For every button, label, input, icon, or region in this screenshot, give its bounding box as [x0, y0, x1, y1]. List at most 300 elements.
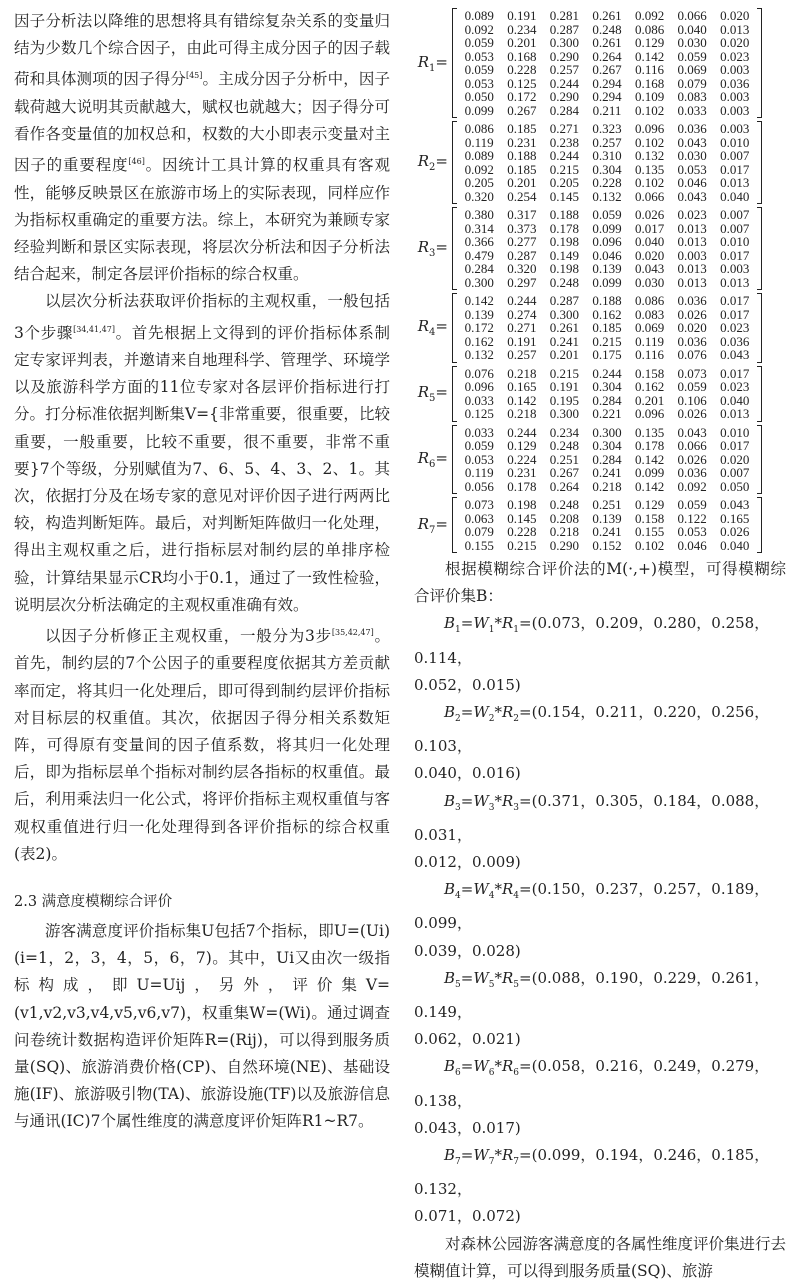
matrix-cell: 0.297	[507, 274, 537, 290]
matrix-cell: 0.248	[549, 274, 580, 290]
matrix-cell: 0.162	[464, 333, 494, 349]
matrix-cell: 0.066	[677, 8, 707, 23]
matrix-cell: 0.119	[635, 333, 664, 349]
matrix-cell: 0.294	[592, 75, 622, 91]
matrix-cell: 0.053	[464, 75, 494, 91]
matrix-cell: 0.281	[549, 8, 580, 23]
matrix-cell: 0.043	[720, 497, 750, 512]
matrix-label: $R_3=$	[417, 238, 448, 259]
matrix-cell: 0.059	[677, 497, 707, 512]
matrix-cell: 0.017	[720, 293, 750, 308]
matrix-r7	[414, 497, 786, 553]
matrix-label: $R_5=$	[417, 383, 448, 404]
matrix-r2	[414, 121, 786, 204]
matrix-cell: 0.040	[634, 234, 665, 249]
matrix-cell: 0.129	[634, 35, 665, 50]
matrix-cell: 0.135	[634, 424, 665, 440]
matrix-cell: 0.195	[549, 392, 580, 408]
matrix-cell: 0.099	[592, 274, 622, 290]
matrix-cell: 0.162	[592, 306, 622, 322]
matrix-cell: 0.092	[464, 21, 494, 37]
matrix-cell: 0.320	[464, 188, 494, 204]
matrix-cell: 0.125	[507, 75, 537, 91]
matrix-cell: 0.073	[677, 365, 707, 381]
matrix-cell: 0.003	[720, 62, 750, 77]
matrix-cell: 0.290	[549, 537, 580, 553]
matrix-cell: 0.023	[720, 48, 750, 64]
matrix-cell: 0.122	[677, 510, 707, 526]
matrix-cell: 0.089	[464, 8, 494, 23]
matrix-cell: 0.092	[464, 161, 494, 177]
matrix-cell: 0.017	[720, 306, 750, 322]
matrix-cell: 0.188	[507, 148, 537, 163]
matrix-cell: 0.079	[464, 524, 494, 539]
matrix-cell: 0.020	[720, 8, 750, 23]
evaluation-set-b6: $B_6=W_6*R_6=(0.058$，0.216，0.249，0.279，0.138，	[414, 1057, 770, 1110]
matrix-cell: 0.096	[634, 121, 665, 136]
paragraph-ahp: 以层次分析法获取评价指标的主观权重，一般包括3个步骤[34,41,47]。首先根据上文得到的评价指标体系制定专家评判表，并邀请来自地理科学、管理学、环境学以及旅游科学方面的11位专家对各层评价指标进行打分。打分标准依据判断集V={非常重要，很重要，比较重要，一般重要，比较不重要，很不重要，非常不重要}7个等级，分别赋值为7、6、5、4、3、2、1。其次，依据打分及在场专家的意见对评价因子进行两两比较，构造判断矩阵。最后，对判断矩阵做归一化处理，得出主观权重之后，进行指标层对制约层的单排序检验，计算结果显示CR均小于0.1，通过了一致性检验，说明层次分析法确定的主观权重准确有效。	[14, 292, 390, 614]
matrix-cell: 0.264	[549, 478, 580, 494]
matrix-cell: 0.366	[464, 234, 494, 249]
matrix-cell: 0.043	[677, 188, 707, 204]
matrix-cell: 0.241	[592, 465, 622, 480]
matrix-cell: 0.059	[464, 62, 494, 77]
matrix-cell: 0.248	[592, 21, 622, 37]
matrix-cell: 0.178	[549, 220, 580, 236]
matrix-cell: 0.172	[464, 320, 494, 335]
matrix-cell: 0.228	[507, 62, 537, 77]
matrix-cell: 0.007	[720, 465, 750, 480]
matrix-cell: 0.218	[507, 365, 537, 381]
matrix-cell: 0.158	[634, 510, 665, 526]
matrix-cell: 0.003	[720, 89, 750, 104]
matrix-cell: 0.076	[677, 347, 707, 362]
matrix-cell: 0.139	[592, 510, 622, 526]
matrix-cell: 0.300	[549, 35, 580, 50]
matrix-cell: 0.116	[635, 347, 664, 362]
matrix-cell: 0.277	[507, 234, 537, 249]
matrix-cell: 0.228	[592, 175, 622, 190]
matrix-r1	[414, 8, 786, 118]
matrix-cell: 0.261	[592, 8, 622, 23]
matrix-label: $R_2=$	[417, 152, 448, 173]
matrix-cell: 0.188	[592, 293, 622, 308]
matrix-cell: 0.248	[549, 497, 580, 512]
matrix-cell: 0.304	[592, 161, 622, 177]
matrix-cell: 0.132	[634, 148, 665, 163]
matrix-cell: 0.145	[549, 188, 580, 204]
matrix-cell: 0.003	[677, 247, 707, 263]
matrix-cell: 0.086	[634, 293, 665, 308]
matrix-cell: 0.033	[677, 102, 707, 118]
matrix-cell: 0.059	[464, 35, 494, 50]
matrix-body	[452, 207, 762, 290]
matrix-cell: 0.168	[507, 48, 537, 64]
matrix-cell: 0.017	[634, 220, 665, 236]
matrix-cell: 0.241	[549, 333, 580, 349]
matrix-cell: 0.083	[677, 89, 707, 104]
matrix-cell: 0.026	[634, 207, 665, 222]
matrix-cell: 0.310	[592, 148, 622, 163]
matrix-cell: 0.479	[464, 247, 494, 263]
matrix-cell: 0.165	[720, 510, 750, 526]
matrix-label: $R_4=$	[417, 317, 448, 339]
matrix-cell: 0.059	[464, 438, 494, 453]
matrix-cell: 0.013	[677, 220, 707, 236]
matrix-cell: 0.010	[720, 134, 750, 150]
matrix-cell: 0.172	[507, 89, 537, 104]
matrix-cell: 0.013	[677, 274, 707, 290]
left-column	[14, 8, 390, 1136]
matrix-cell: 0.026	[677, 451, 707, 467]
matrix-cell: 0.284	[464, 261, 494, 276]
evaluation-set-b6-cont: 0.043，0.017)	[414, 1118, 521, 1137]
matrix-cell: 0.205	[549, 175, 580, 190]
matrix-cell: 0.185	[507, 161, 537, 177]
matrix-cell: 0.191	[507, 8, 537, 23]
matrix-cell: 0.030	[677, 148, 707, 163]
matrix-cell: 0.221	[592, 406, 622, 421]
matrix-cell: 0.244	[592, 365, 622, 381]
matrix-cell: 0.201	[507, 175, 537, 190]
matrix-cell: 0.304	[592, 379, 622, 394]
matrix-cell: 0.373	[507, 220, 537, 236]
matrix-cell: 0.248	[549, 438, 580, 453]
matrix-cell: 0.073	[464, 497, 494, 512]
matrix-cell: 0.086	[464, 121, 494, 136]
matrix-cell: 0.096	[464, 379, 494, 394]
matrix-cell: 0.046	[677, 175, 707, 190]
matrix-cell: 0.251	[549, 451, 580, 467]
matrix-r3	[414, 207, 786, 290]
matrix-cell: 0.231	[507, 134, 537, 150]
matrix-cell: 0.152	[592, 537, 622, 553]
matrix-cell: 0.003	[720, 102, 750, 118]
matrix-cell: 0.320	[507, 261, 537, 276]
evaluation-set-b1: $B_1=W_1*R_1=(0.073$，0.209，0.280，0.258，0.114，	[414, 614, 770, 667]
matrix-cell: 0.066	[634, 188, 665, 204]
matrix-cell: 0.224	[507, 451, 537, 467]
matrix-cell: 0.056	[464, 478, 494, 494]
matrix-r4	[414, 293, 786, 363]
matrix-cell: 0.119	[464, 465, 494, 480]
matrix-r5	[414, 366, 786, 422]
matrix-cell: 0.215	[549, 161, 580, 177]
matrix-cell: 0.003	[720, 121, 750, 136]
evaluation-set-b7: $B_7=W_7*R_7=(0.099$，0.194，0.246，0.185，0.132，	[414, 1146, 770, 1199]
matrix-cell: 0.162	[634, 379, 665, 394]
evaluation-set-b4: $B_4=W_4*R_4=(0.150$，0.237，0.257，0.189，0.099，	[414, 880, 770, 933]
matrix-cell: 0.139	[592, 261, 622, 276]
matrix-cell: 0.142	[634, 48, 665, 64]
matrix-cell: 0.241	[592, 524, 622, 539]
matrix-cell: 0.201	[507, 35, 537, 50]
matrix-cell: 0.092	[677, 478, 707, 494]
matrix-cell: 0.191	[549, 379, 580, 394]
matrix-cell: 0.267	[549, 465, 580, 480]
matrix-cell: 0.043	[720, 347, 750, 362]
matrix-label: $R_6=$	[417, 448, 448, 470]
matrix-cell: 0.158	[634, 365, 665, 381]
matrix-cell: 0.017	[720, 438, 750, 453]
matrix-cell: 0.149	[549, 247, 580, 263]
matrix-cell: 0.059	[677, 48, 707, 64]
matrix-cell: 0.092	[634, 8, 665, 23]
matrix-cell: 0.026	[677, 306, 707, 322]
matrix-cell: 0.234	[507, 21, 537, 37]
matrix-cell: 0.287	[507, 247, 537, 263]
matrix-cell: 0.069	[634, 320, 665, 335]
evaluation-set-b5: $B_5=W_5*R_5=(0.088$，0.190，0.229，0.261，0.149，	[414, 968, 770, 1022]
matrix-cell: 0.040	[720, 392, 750, 408]
matrix-cell: 0.132	[464, 347, 494, 362]
matrix-cell: 0.050	[464, 89, 494, 104]
matrix-cell: 0.185	[507, 121, 537, 136]
matrix-cell: 0.261	[549, 320, 580, 335]
right-column	[414, 8, 786, 1285]
matrix-cell: 0.020	[720, 35, 750, 50]
matrix-cell: 0.013	[677, 234, 707, 249]
matrix-body	[452, 425, 762, 495]
matrix-cell: 0.215	[592, 333, 622, 349]
matrix-cell: 0.300	[549, 306, 580, 322]
matrix-cell: 0.314	[464, 220, 494, 236]
matrix-cell: 0.013	[677, 261, 707, 276]
matrix-cell: 0.155	[464, 537, 494, 553]
matrix-cell: 0.271	[507, 320, 537, 335]
matrix-cell: 0.046	[677, 537, 707, 553]
paragraph-defuzzification: 对森林公园游客满意度的各属性维度评价集进行去模糊值计算，可以得到服务质量(SQ)、旅游	[414, 1234, 787, 1280]
matrix-cell: 0.165	[507, 379, 537, 394]
paragraph-fuzzy-evaluation: 游客满意度评价指标集U包括7个指标，即U=(Ui)(i=1，2，3，4，5，6，7)。其中，Ui又由次一级指标构成，即U=Uij，另外，评价集V=(v1,v2,v3,v4,v5,v6,v7)，权重集W=(Wi)。通过调查问卷统计数据构造评价矩阵R=(Rij)，可以得到服务质量(SQ)、旅游消费价格(CP)、自然环境(NE)、基础设施(IF)、旅游吸引物(TA)、旅游设施(TF)以及旅游信息与通讯(IC)7个属性维度的满意度评价矩阵R1~R7。	[14, 921, 390, 1131]
matrix-cell: 0.198	[507, 497, 537, 512]
matrix-cell: 0.043	[634, 261, 665, 276]
matrix-cell: 0.053	[677, 161, 707, 177]
matrix-cell: 0.007	[720, 207, 750, 222]
matrix-cell: 0.040	[720, 188, 750, 204]
matrix-cell: 0.079	[677, 75, 707, 91]
matrix-cell: 0.036	[677, 333, 707, 349]
matrix-cell: 0.323	[592, 121, 622, 136]
matrix-cell: 0.099	[634, 465, 665, 480]
matrix-cell: 0.096	[592, 234, 622, 249]
matrix-cell: 0.231	[507, 465, 537, 480]
matrix-cell: 0.267	[592, 62, 622, 77]
matrix-cell: 0.046	[592, 247, 622, 263]
matrix-label: $R_7=$	[417, 514, 448, 536]
matrix-cell: 0.228	[507, 524, 537, 539]
matrix-cell: 0.284	[549, 102, 580, 118]
matrix-cell: 0.102	[634, 134, 665, 150]
paragraph-model-intro: 根据模糊综合评价法的M(·,+)模型，可得模糊综合评价集B：	[414, 560, 786, 606]
matrix-cell: 0.119	[464, 134, 494, 150]
matrix-cell: 0.059	[677, 379, 707, 394]
matrix-cell: 0.083	[634, 306, 665, 322]
matrix-cell: 0.040	[720, 537, 750, 553]
matrix-cell: 0.129	[634, 497, 665, 512]
matrix-cell: 0.294	[592, 89, 622, 104]
matrix-cell: 0.020	[677, 320, 707, 335]
matrix-cell: 0.317	[507, 207, 537, 222]
matrix-cell: 0.290	[549, 48, 580, 64]
matrix-body	[452, 293, 762, 363]
matrix-cell: 0.208	[549, 510, 580, 526]
matrix-cell: 0.036	[677, 293, 707, 308]
evaluation-set-list	[414, 610, 786, 1230]
matrix-cell: 0.125	[464, 406, 494, 421]
matrix-cell: 0.033	[464, 392, 494, 408]
matrix-cell: 0.026	[720, 524, 750, 539]
matrix-cell: 0.007	[720, 148, 750, 163]
matrix-cell: 0.139	[464, 306, 494, 322]
matrix-cell: 0.099	[592, 220, 622, 236]
matrix-cell: 0.013	[720, 175, 750, 190]
section-heading: 2.3 满意度模糊综合评价	[14, 893, 173, 910]
paragraph-factor-correction: 以因子分析修正主观权重，一般分为3步[35,42,47]。首先，制约层的7个公因子的重要程度依据其方差贡献率而定，将其归一化处理后，即可得到制约层评价指标对目标层的权重值。其次，依据因子得分相关系数矩阵，可得原有变量间的因子值系数，将其归一化处理后，即为指标层单个指标对制约层各指标的权重值。最后，利用乘法归一化公式，将评价指标主观权重值与客观权重值进行归一化处理得到各评价指标的综合权重(表2)。	[14, 627, 390, 863]
matrix-cell: 0.145	[507, 510, 537, 526]
matrix-cell: 0.178	[634, 438, 665, 453]
matrix-cell: 0.175	[592, 347, 622, 362]
matrix-cell: 0.198	[549, 261, 580, 276]
matrix-cell: 0.003	[720, 261, 750, 276]
matrix-cell: 0.023	[720, 379, 750, 394]
matrix-cell: 0.244	[549, 75, 580, 91]
matrix-cell: 0.215	[549, 365, 580, 381]
matrix-cell: 0.215	[507, 537, 537, 553]
matrix-cell: 0.089	[464, 148, 494, 163]
matrix-cell: 0.036	[677, 121, 707, 136]
evaluation-set-b2-cont: 0.040，0.016)	[414, 764, 521, 783]
matrix-cell: 0.261	[592, 35, 622, 50]
matrix-cell: 0.106	[677, 392, 707, 408]
matrix-body	[452, 497, 762, 553]
matrix-cell: 0.188	[549, 207, 580, 222]
matrix-cell: 0.257	[507, 347, 537, 362]
matrix-cell: 0.050	[720, 478, 750, 494]
matrix-cell: 0.142	[634, 478, 665, 494]
matrix-cell: 0.218	[507, 406, 537, 421]
matrix-cell: 0.040	[677, 21, 707, 37]
matrix-cell: 0.168	[634, 75, 665, 91]
matrix-cell: 0.026	[677, 406, 707, 421]
matrix-cell: 0.205	[464, 175, 494, 190]
matrix-cell: 0.287	[549, 293, 580, 308]
matrix-cell: 0.257	[549, 62, 580, 77]
matrix-body	[452, 8, 762, 118]
matrix-cell: 0.257	[592, 134, 622, 150]
matrix-cell: 0.234	[549, 424, 580, 440]
matrix-cell: 0.007	[720, 220, 750, 236]
matrix-cell: 0.043	[677, 424, 707, 440]
matrix-cell: 0.284	[592, 392, 622, 408]
matrix-cell: 0.013	[720, 406, 750, 421]
matrix-label: $R_1=$	[417, 52, 448, 74]
matrix-cell: 0.155	[634, 524, 665, 539]
matrix-body	[452, 121, 762, 204]
matrix-cell: 0.053	[677, 524, 707, 539]
matrix-cell: 0.010	[720, 424, 750, 440]
evaluation-set-b2: $B_2=W_2*R_2=(0.154$，0.211，0.220，0.256，0.103，	[414, 703, 770, 756]
evaluation-set-b1-cont: 0.052，0.015)	[414, 675, 521, 694]
matrix-cell: 0.063	[464, 510, 494, 526]
matrix-cell: 0.020	[634, 247, 665, 263]
matrix-cell: 0.244	[507, 293, 537, 308]
matrix-body	[452, 366, 762, 422]
matrix-cell: 0.300	[592, 424, 622, 440]
matrix-cell: 0.030	[634, 274, 665, 290]
evaluation-set-b5-cont: 0.062，0.021)	[414, 1030, 521, 1049]
matrix-cell: 0.304	[592, 438, 622, 453]
matrix-cell: 0.020	[720, 451, 750, 467]
matrix-cell: 0.017	[720, 365, 750, 381]
matrix-cell: 0.076	[464, 365, 494, 381]
matrix-cell: 0.290	[549, 89, 580, 104]
matrix-cell: 0.059	[592, 207, 622, 222]
matrix-cell: 0.017	[720, 161, 750, 177]
matrix-cell: 0.178	[507, 478, 537, 494]
matrix-cell: 0.030	[677, 35, 707, 50]
matrix-cell: 0.135	[634, 161, 665, 177]
matrix-cell: 0.300	[549, 406, 580, 421]
matrix-cell: 0.116	[635, 62, 664, 77]
matrix-cell: 0.244	[507, 424, 537, 440]
matrix-cell: 0.036	[720, 333, 750, 349]
matrix-cell: 0.198	[549, 234, 580, 249]
matrix-cell: 0.267	[507, 102, 537, 118]
matrix-cell: 0.096	[634, 406, 665, 421]
matrix-cell: 0.102	[634, 175, 665, 190]
matrix-cell: 0.017	[720, 247, 750, 263]
matrix-cell: 0.251	[592, 497, 622, 512]
matrix-cell: 0.129	[507, 438, 537, 453]
matrix-cell: 0.023	[720, 320, 750, 335]
matrix-cell: 0.218	[549, 524, 580, 539]
matrix-cell: 0.271	[549, 121, 580, 136]
matrix-cell: 0.036	[677, 465, 707, 480]
matrix-cell: 0.033	[464, 424, 494, 440]
matrix-block	[414, 8, 786, 553]
matrix-cell: 0.142	[507, 392, 537, 408]
matrix-cell: 0.023	[677, 207, 707, 222]
evaluation-set-b7-cont: 0.071，0.072)	[414, 1207, 521, 1226]
matrix-cell: 0.069	[677, 62, 707, 77]
matrix-cell: 0.013	[720, 21, 750, 37]
matrix-cell: 0.264	[592, 48, 622, 64]
evaluation-set-b3: $B_3=W_3*R_3=(0.371$，0.305，0.184，0.088，0.031，	[414, 791, 770, 844]
paragraph-factor-analysis: 因子分析法以降维的思想将具有错综复杂关系的变量归结为少数几个综合因子，由此可得主成分因子的因子载荷和具体测项的因子得分[45]。主成分因子分析中，因子载荷越大说明其贡献越大，赋权也就越大；因子得分可看作各变量值的加权总和，权数的大小即表示变量对主因子的重要程度[46]。因统计工具计算的权重具有客观性，能够反映景区在旅游市场上的实际表现，同样应作为指标权重确定的重要方法。综上，本研究为兼顾专家经验判断和景区实际表现，将层次分析法和因子分析法结合起来，制定各层评价指标的综合权重。	[14, 12, 390, 284]
matrix-cell: 0.185	[592, 320, 622, 335]
matrix-cell: 0.066	[677, 438, 707, 453]
matrix-cell: 0.211	[592, 102, 622, 118]
matrix-cell: 0.300	[464, 274, 494, 290]
matrix-cell: 0.254	[507, 188, 537, 204]
matrix-cell: 0.142	[464, 293, 494, 308]
matrix-cell: 0.380	[464, 207, 494, 222]
matrix-r6	[414, 425, 786, 495]
matrix-cell: 0.099	[464, 102, 494, 118]
matrix-cell: 0.036	[720, 75, 750, 91]
matrix-cell: 0.218	[592, 478, 622, 494]
matrix-cell: 0.043	[677, 134, 707, 150]
matrix-cell: 0.132	[592, 188, 622, 204]
matrix-cell: 0.201	[549, 347, 580, 362]
matrix-cell: 0.053	[464, 48, 494, 64]
matrix-cell: 0.102	[634, 102, 665, 118]
matrix-cell: 0.201	[634, 392, 665, 408]
evaluation-set-b3-cont: 0.012，0.009)	[414, 853, 521, 872]
matrix-cell: 0.191	[507, 333, 537, 349]
matrix-cell: 0.274	[507, 306, 537, 322]
